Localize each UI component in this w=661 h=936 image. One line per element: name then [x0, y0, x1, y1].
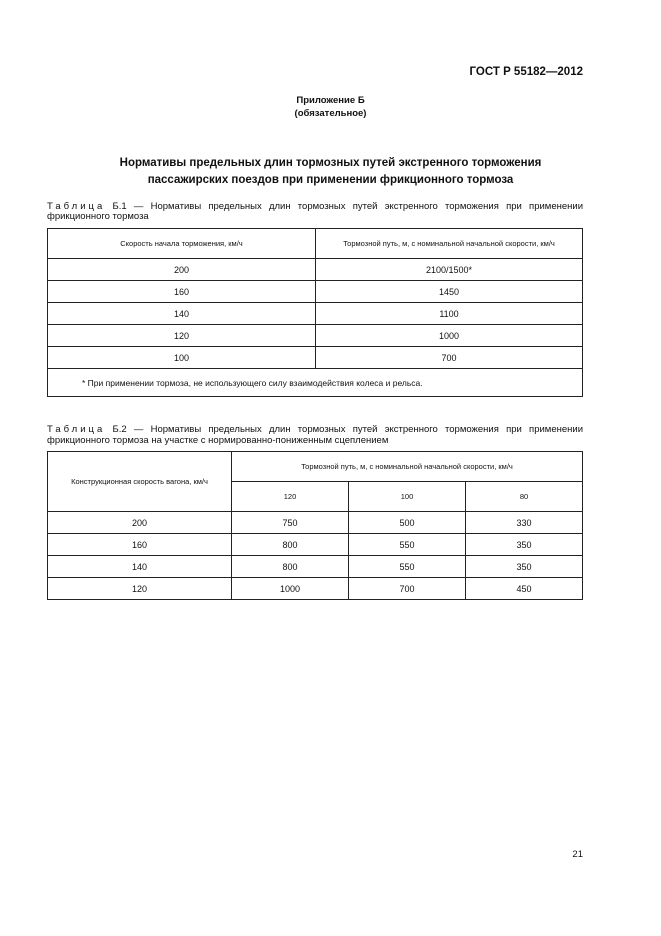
appendix-title-line2: пассажирских поездов при применении фрикционного тормоза [147, 174, 514, 186]
table2-header-speed: Конструкционная скорость вагона, км/ч [48, 452, 232, 512]
table-cell: 350 [466, 534, 583, 556]
table-cell: 120 [48, 578, 232, 600]
table-cell: 100 [48, 347, 316, 369]
table-row [48, 281, 583, 303]
table-cell: 140 [48, 556, 232, 578]
table-cell: 750 [232, 512, 349, 534]
table-row [48, 259, 583, 281]
table2-subheader-80: 80 [466, 482, 583, 512]
table1-caption-text: Б.1 — Нормативы предельных длин тормозных путей экстренного торможения при применении [105, 201, 583, 212]
table-row [48, 578, 583, 600]
table-cell: 700 [316, 347, 583, 369]
table-cell: 450 [466, 578, 583, 600]
table-cell: 1450 [316, 281, 583, 303]
table2-caption-text: Б.2 — Нормативы предельных длин тормозных путей экстренного торможения при применении [105, 424, 583, 435]
table-cell: 1000 [232, 578, 349, 600]
table-row [48, 347, 583, 369]
table2-subheader-120: 120 [232, 482, 349, 512]
table-row [48, 325, 583, 347]
table-cell: 200 [48, 259, 316, 281]
table1-footnote-row [48, 369, 583, 397]
table-cell: 330 [466, 512, 583, 534]
table-cell: 140 [48, 303, 316, 325]
table-cell: 550 [349, 534, 466, 556]
table1 [47, 228, 583, 397]
table-cell: 160 [48, 281, 316, 303]
table1-header-row [48, 229, 583, 259]
table-row [48, 512, 583, 534]
table-cell: 800 [232, 534, 349, 556]
table1-header-distance: Тормозной путь, м, с номинальной начальной скорости, км/ч [316, 229, 583, 259]
table-row [48, 556, 583, 578]
table-cell: 700 [349, 578, 466, 600]
appendix-title-line1: Нормативы предельных длин тормозных путей экстренного торможения [119, 157, 542, 169]
table2 [47, 451, 583, 600]
table-cell: 350 [466, 556, 583, 578]
appendix-status: (обязательное) [294, 108, 367, 119]
table-cell: 160 [48, 534, 232, 556]
table1-caption-line2: фрикционного тормоза [47, 211, 149, 222]
table2-header-distance: Тормозной путь, м, с номинальной начальной скорости, км/ч [232, 452, 583, 482]
table-row [48, 303, 583, 325]
table-cell: 500 [349, 512, 466, 534]
table2-caption-line2: фрикционного тормоза на участке с нормированно-пониженным сцеплением [47, 435, 389, 446]
table-cell: 1000 [316, 325, 583, 347]
appendix-label: Приложение Б [296, 95, 365, 106]
page-number: 21 [572, 849, 583, 860]
table-cell: 550 [349, 556, 466, 578]
table1-footnote: * При применении тормоза, не использующего силу взаимодействия колеса и рельса. [48, 369, 583, 397]
table-row [48, 534, 583, 556]
table-cell: 200 [48, 512, 232, 534]
document-header-standard: ГОСТ Р 55182—2012 [469, 66, 583, 78]
table2-header-row [48, 452, 583, 482]
table-cell: 1100 [316, 303, 583, 325]
table-cell: 2100/1500* [316, 259, 583, 281]
table1-header-speed: Скорость начала торможения, км/ч [48, 229, 316, 259]
table1-caption-prefix: Таблица [47, 201, 106, 212]
table-cell: 800 [232, 556, 349, 578]
table2-subheader-100: 100 [349, 482, 466, 512]
table2-caption-prefix: Таблица [47, 424, 106, 435]
table-cell: 120 [48, 325, 316, 347]
